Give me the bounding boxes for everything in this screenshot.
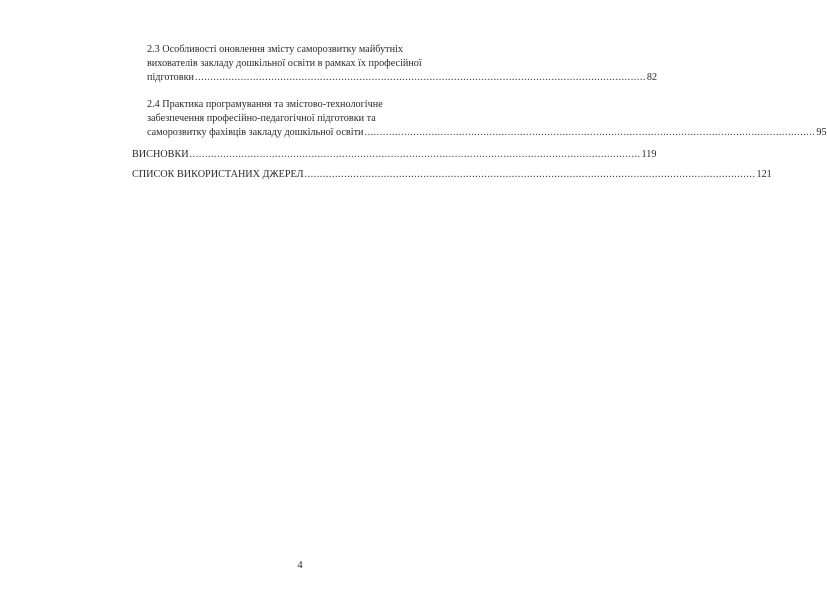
- toc-entry-last-line: [132, 148, 657, 162]
- toc-entry-title-end: саморозвитку фахівців закладу дошкільної освіти: [147, 127, 364, 138]
- dot-leader: ....................................................................................................................................................: [194, 72, 646, 83]
- toc-entry-2-3[interactable]: [147, 43, 658, 85]
- toc-entry-last-line: [147, 71, 658, 85]
- toc-entry-line: вихователів закладу дошкільної освіти в рамках їх професійної: [147, 58, 422, 69]
- toc-entry-line: забезпечення професійно-педагогічної підготовки та: [147, 113, 376, 124]
- toc-page-number: 119: [641, 149, 657, 160]
- toc-entry-title-end: підготовки: [147, 72, 194, 83]
- dot-leader: ....................................................................................................................................................: [189, 149, 641, 160]
- toc-page-number: 82: [646, 72, 658, 83]
- toc-entry-references[interactable]: [132, 168, 772, 182]
- toc-entry-line: 2.3 Особливості оновлення змісту саморозвитку майбутніх: [147, 44, 403, 55]
- toc-entry-title: ВИСНОВКИ: [132, 149, 189, 160]
- toc-page-number: 121: [756, 169, 772, 180]
- toc-entry-last-line: [147, 126, 827, 140]
- page-number: 4: [297, 560, 303, 571]
- toc-entry-conclusions[interactable]: [132, 148, 657, 162]
- toc-entry-line: 2.4 Практика програмування та змістово-технологічне: [147, 99, 383, 110]
- toc-page-number: 95: [816, 127, 827, 138]
- dot-leader: ....................................................................................................................................................: [364, 127, 816, 138]
- toc-entry-2-4[interactable]: [147, 98, 827, 140]
- dot-leader: ....................................................................................................................................................: [304, 169, 756, 180]
- toc-entry-last-line: [132, 168, 772, 182]
- toc-entry-title: СПИСОК ВИКОРИСТАНИХ ДЖЕРЕЛ: [132, 169, 304, 180]
